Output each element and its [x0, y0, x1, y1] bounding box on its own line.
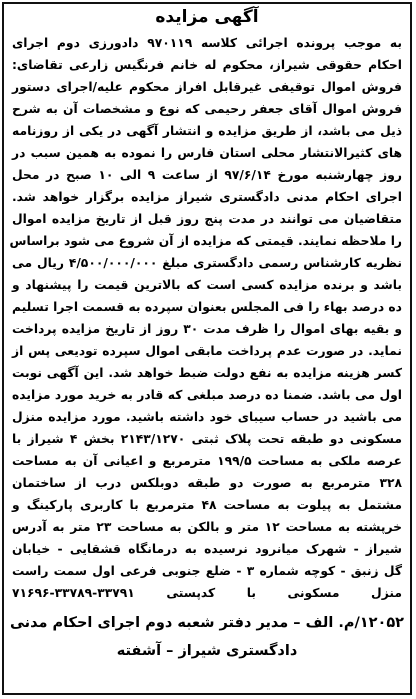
body-line: باشد و برنده مزایده کسی است که بالاترین قیمت را پیشنهاد و	[12, 278, 402, 292]
body-line: نماید. در صورت عدم پرداخت مابقی اموال سپرده تودیعی پس از	[12, 344, 402, 358]
body-line: احکام حقوقی شیراز، محکوم له خانم فرنگیس زارعی تقاضای:	[12, 58, 402, 72]
body-line: نظریه کارشناس رسمی دادگستری مبلغ ۴/۵۰۰/۰۰۰/۰۰۰ ریال می	[12, 256, 402, 270]
body-line: خرپشته به مساحت ۱۲ متر و بالکن به مساحت ۲۳ متر به آدرس	[12, 520, 402, 534]
body-line: ذیل می باشد، از طریق مزایده و انتشار آگهی در یکی از روزنامه	[12, 124, 402, 138]
body-line: و بقیه بهای اموال را ظرف مدت ۳۰ روز از تاریخ مزایده پرداخت	[12, 322, 402, 336]
notice-office: دادگستری شیراز – آشفته	[116, 643, 298, 659]
body-line: ده درصد بهاء را فی المجلس بعنوان سپرده به قسمت اجرا تسلیم	[12, 300, 402, 314]
body-line: مشتمل به پیلوت به مساحت ۴۸ مترمربع با کاربری پارکینگ و	[12, 498, 402, 512]
body-line: می باشید در حساب سیبای خود داشته باشید. مورد مزایده منزل	[12, 410, 402, 424]
body-line: را ملاحظه نمایند. قیمتی که مزایده از آن شروع می شود براساس	[9, 234, 402, 248]
body-line: های کثیرالانتشار محلی استان فارس را نموده به همین سبب در	[12, 146, 402, 160]
body-line: مسکونی دو طبقه تحت پلاک ثبتی ۲۱۴۳/۱۲۷۰ بخش ۴ شیراز با	[12, 432, 402, 446]
body-line: روز چهارشنبه مورخ ۹۷/۶/۱۴ از ساعت ۹ الی ۱۰ صبح در محل	[12, 168, 402, 182]
auction-notice	[2, 2, 412, 695]
body-line: گل زنبق - کوچه شماره ۳ - ضلع جنوبی فرعی اول سمت راست	[12, 564, 402, 578]
body-line: فروش اموال آقای جعفر رحیمی که نوع و مشخصات آن به شرح	[12, 102, 402, 116]
body-line: اجرای احکام مدنی دادگستری شیراز مزایده برگزار خواهد شد.	[12, 190, 402, 204]
body-line: اول می باشد. ضمنا ده درصد مبلغی که قادر به خرید مورد مزایده	[12, 388, 402, 402]
body-line: عرصه ملکی به مساحت ۱۹۹/۵ مترمربع و اعیانی آن به مساحت	[12, 454, 402, 468]
body-line: فروش اموال توقیفی غیرقابل افراز محکوم علیه/اجرای دستور	[12, 80, 402, 94]
notice-title: آگهی مزایده	[155, 7, 259, 27]
body-line: متقاضیان می توانند در مدت پنج روز قبل از تاریخ مزایده اموال	[12, 212, 402, 226]
body-line: به موجب پرونده اجرائی کلاسه ۹۷۰۱۱۹ دادورزی دوم اجرای	[12, 36, 402, 50]
body-line: ۳۲۸ مترمربع به صورت دو طبقه دوبلکس درب از ساختمان	[12, 476, 402, 490]
body-line: شیراز - شهرک میانرود نرسیده به درمانگاه قشقایی - خیابان	[12, 542, 402, 556]
body-line: کسر هزینه مزایده به نفع دولت ضبط خواهد شد. این آگهی نوبت	[12, 366, 402, 380]
notice-signature: ۱۲۰۵۲/م. الف – مدیر دفتر شعبه دوم اجرای احکام مدنی	[9, 615, 405, 631]
body-line: منزل مسکونی با کدپستی ۳۳۷۹۱-۳۳۷۸۹-۷۱۶۹۶	[12, 586, 402, 600]
